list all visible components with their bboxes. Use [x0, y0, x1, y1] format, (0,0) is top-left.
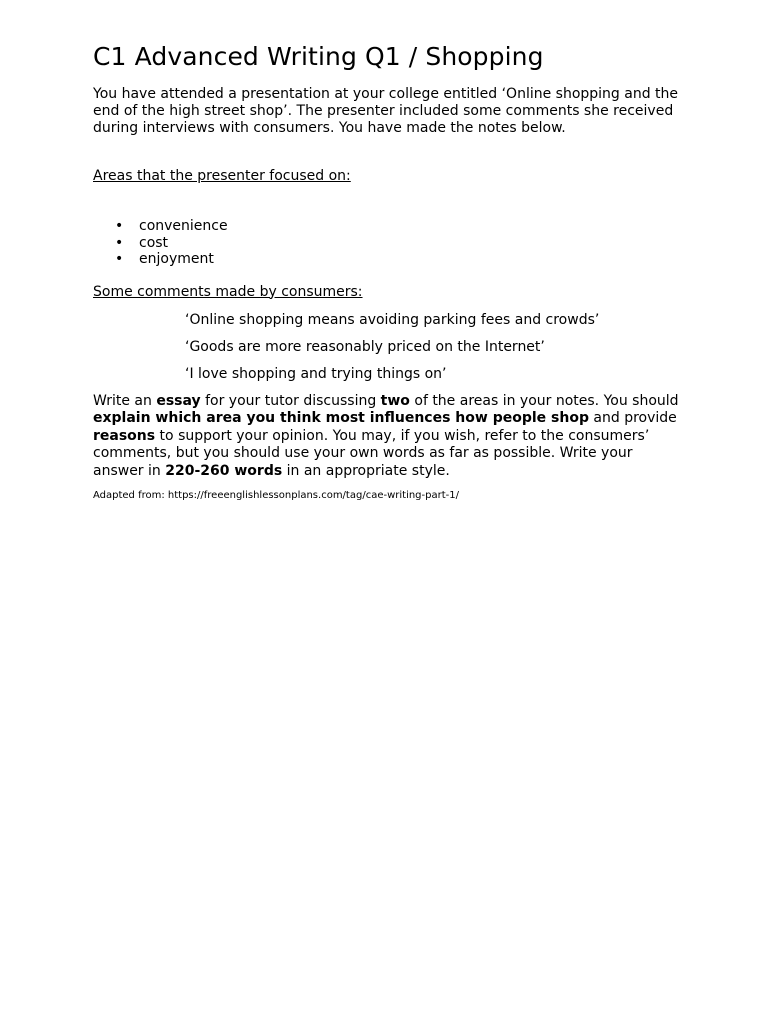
- list-item: [93, 218, 683, 235]
- page-title: C1 Advanced Writing Q1 / Shopping: [93, 42, 544, 71]
- task-instructions: [93, 393, 683, 481]
- list-item: [93, 235, 683, 252]
- task-emphasis: essay: [156, 392, 201, 409]
- consumer-quote: ‘Online shopping means avoiding parking fees and crowds’: [185, 311, 600, 328]
- areas-list: [93, 218, 683, 268]
- task-emphasis: 220-260 words: [165, 462, 283, 479]
- task-text: in an appropriate style.: [282, 462, 450, 479]
- area-label: convenience: [139, 218, 228, 234]
- task-text: and provide: [588, 410, 677, 426]
- bullet-icon: •: [115, 234, 124, 251]
- intro-paragraph: You have attended a presentation at your college entitled ‘Online shopping and the end of the high street shop’. The presenter included some comments she received during interviews with consumers. You have made the notes below.: [93, 86, 679, 136]
- task-text: of the areas in your notes. You should: [409, 392, 679, 409]
- list-item: [93, 251, 683, 268]
- area-label: enjoyment: [139, 251, 214, 267]
- area-label: cost: [139, 234, 169, 251]
- task-emphasis: reasons: [93, 427, 156, 444]
- task-text: Write an: [93, 392, 157, 409]
- task-emphasis: two: [380, 392, 410, 409]
- task-text: to support your opinion. You may, if you wish, refer to the consumers’ comments, but you should use your own words as far as possible. Write your answer in: [93, 427, 650, 479]
- consumer-quote: ‘Goods are more reasonably priced on the Internet’: [185, 338, 545, 355]
- consumer-quote: ‘I love shopping and trying things on’: [185, 365, 447, 382]
- document-page: [93, 40, 683, 502]
- areas-heading: Areas that the presenter focused on:: [93, 168, 351, 184]
- bullet-icon: •: [115, 218, 124, 234]
- task-emphasis: explain which area you think most influences how people shop: [93, 410, 589, 426]
- task-text: for your tutor discussing: [200, 392, 381, 409]
- comments-heading: Some comments made by consumers:: [93, 283, 363, 300]
- bullet-icon: •: [115, 251, 124, 267]
- source-attribution: Adapted from: https://freeenglishlessonplans.com/tag/cae-writing-part-1/: [93, 490, 459, 501]
